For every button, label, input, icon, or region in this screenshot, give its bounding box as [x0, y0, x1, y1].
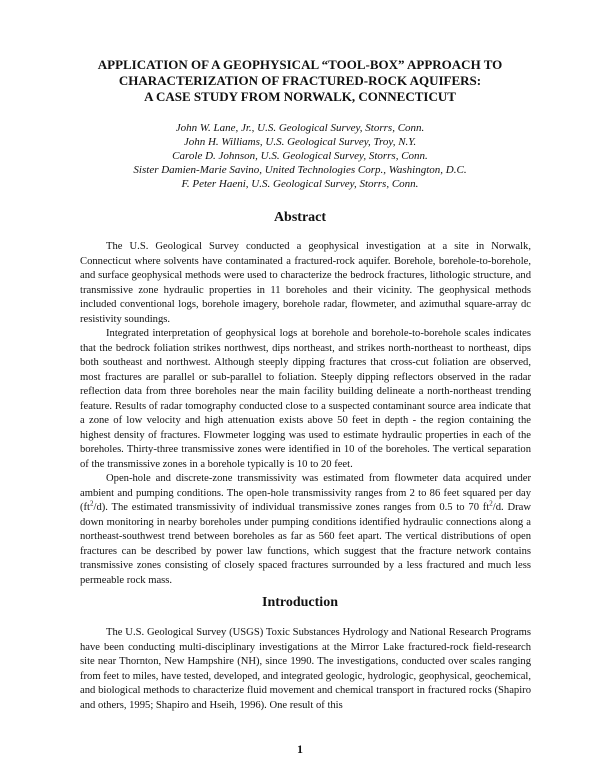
title-line-2: CHARACTERIZATION OF FRACTURED-ROCK AQUIFERS: [118, 73, 482, 88]
introduction-paragraph-1: The U.S. Geological Survey (USGS) Toxic Substances Hydrology and National Research Programs have been conducting multi-disciplinary investigations at the Mirror Lake fractured-rock field-research site near Thornton, New Hampshire (NH), since 1990. The investigations, conducted over scales ranging from feet to miles, have tested, developed, and integrated geologic, hydrologic, geophysical, geochemical, and biological methods to characterize fluid movement and chemical transport in fractured rocks (Shapiro and others, 1995; Shapiro and Hseih, 1996). One result of this [80, 627, 531, 711]
abstract-paragraph-3 [80, 472, 531, 588]
abstract-body [80, 240, 531, 588]
superscript-2: 2 [489, 499, 493, 508]
abstract-paragraph-1: The U.S. Geological Survey conducted a geophysical investigation at a site in Norwalk, Connecticut where solvents have contaminated a fractured-rock aquifer. Borehole, borehole-to-borehole, and surface geophysical methods were used to characterize the bedrock fractures, lithologic structure, and transmissive zone hydraulic properties in 11 boreholes and their vicinity. The geophysical methods included conventional logs, borehole imagery, borehole radar, flowmeter, and azimuthal square-array dc resistivity soundings. [80, 241, 531, 325]
author-list [60, 121, 540, 191]
title-line-3: A CASE STUDY FROM NORWALK, CONNECTICUT [144, 89, 456, 104]
author-line: John H. Williams, U.S. Geological Survey, Troy, N.Y. [183, 136, 417, 148]
page-number: 1 [297, 742, 303, 756]
author-line: F. Peter Haeni, U.S. Geological Survey, Storrs, Conn. [181, 178, 419, 190]
abstract-p3-text-c: /d. Draw down monitoring in nearby boreholes under pumping conditions identified hydraulic connections along a northeast-southwest trend between boreholes as far as 560 feet apart. The vertical distributions of open fractures can be described by power law functions, which suggest that the fracture network contains transmissive zones consisting of closely spaced fractures surrounded by a less fractured and much less permeable rock mass. [80, 502, 531, 586]
abstract-heading: Abstract [273, 210, 327, 225]
abstract-p3-text-a: Open-hole and discrete-zone transmissivity was estimated from flowmeter data acquired under ambient and pumping conditions. The open-hole transmissivity ranges from 2 to 86 feet squared per day (ft [80, 473, 531, 513]
introduction-body [80, 626, 531, 713]
author-line: Carole D. Johnson, U.S. Geological Survey, Storrs, Conn. [172, 150, 428, 162]
author-line: John W. Lane, Jr., U.S. Geological Survey, Storrs, Conn. [175, 122, 425, 134]
introduction-heading: Introduction [262, 595, 338, 610]
paper-title [60, 57, 540, 105]
superscript-2: 2 [90, 499, 94, 508]
title-line-1: APPLICATION OF A GEOPHYSICAL “TOOL-BOX” APPROACH TO [97, 57, 503, 72]
author-line: Sister Damien-Marie Savino, United Technologies Corp., Washington, D.C. [133, 164, 467, 176]
abstract-p3-text-b: /d). The estimated transmissivity of individual transmissive zones ranges from 0.5 to 70 ft [93, 502, 490, 513]
abstract-paragraph-2: Integrated interpretation of geophysical logs at borehole and borehole-to-borehole scales indicates that the bedrock foliation strikes northwest, dips northeast, and strikes north-northeast to northeast, dips both southeast and northwest. Although steeply dipping fractures that cross-cut foliation are observed, most fractures are parallel or sub-parallel to foliation. Steeply dipping reflectors observed in the radar reflection data from three boreholes near the main facility building delineate a north-northeast trending feature. Results of radar tomography conducted close to a suspected contaminant source area indicate that a zone of low velocity and high attenuation exists above 50 feet in depth - the region containing the highest density of fractures. Flowmeter logging was used to estimate hydraulic properties in each of the boreholes. Thirty-three transmissive zones were identified in 10 of the boreholes. The vertical separation of the transmissive zones in a borehole typically is 10 to 20 feet. [80, 328, 531, 470]
